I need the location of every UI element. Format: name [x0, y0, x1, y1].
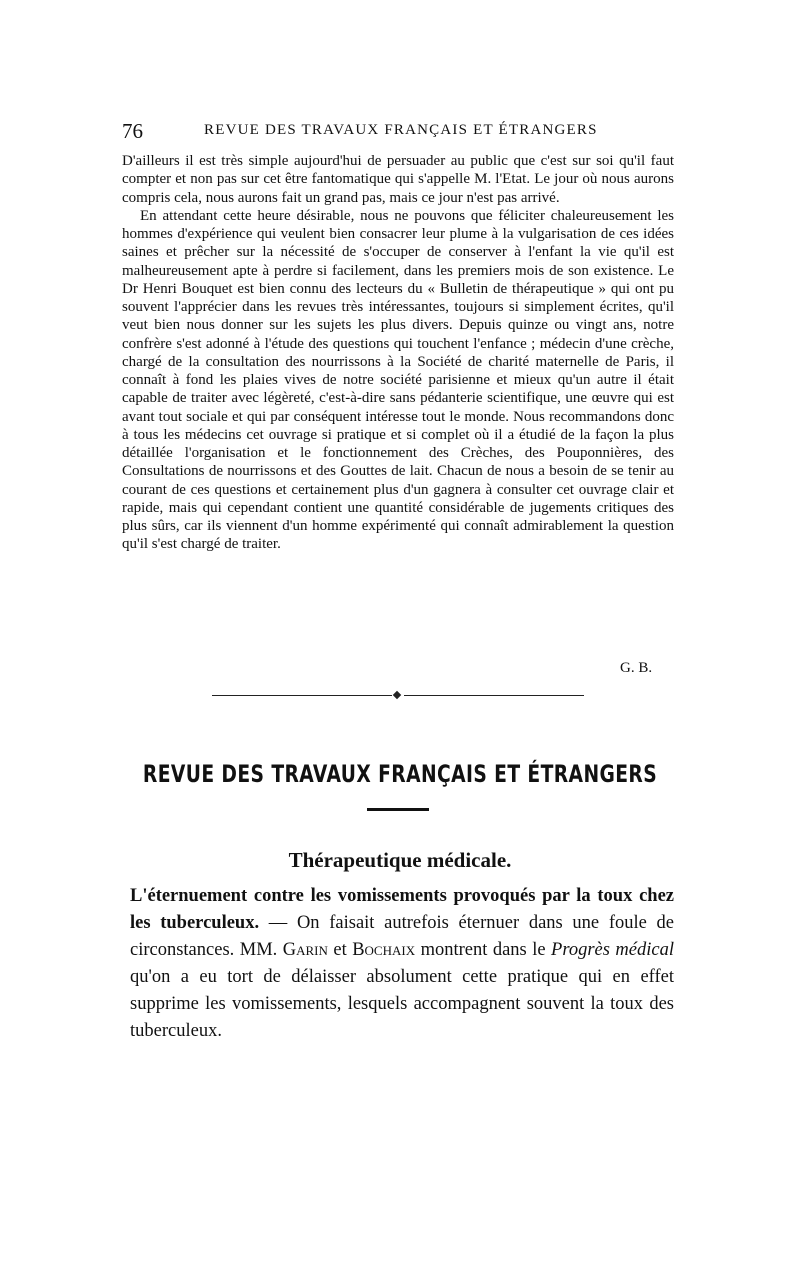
ornamental-divider [212, 692, 584, 700]
author-name: Bochaix [352, 940, 416, 960]
book-review-text [122, 152, 674, 554]
divider-line-left [212, 695, 392, 696]
running-title: REVUE DES TRAVAUX FRANÇAIS ET ÉTRANGERS [204, 122, 598, 138]
article-text: montrent dans le [415, 940, 552, 960]
subsection-heading: Thérapeutique médicale. [288, 848, 512, 872]
journal-title: Progrès médical [551, 940, 674, 960]
divider-diamond [393, 691, 401, 699]
page-number: 76 [122, 119, 143, 143]
article-text: — On faisait autrefois éternuer dans une foule de circonstances. MM. [130, 913, 674, 960]
article-paragraph [130, 883, 674, 1045]
section-title: REVUE DES TRAVAUX FRANÇAIS ET ÉTRANGERS [142, 760, 658, 788]
article-lead: L'éternuement contre les vomissements provoqués par la toux chez les tuberculeux. [130, 886, 674, 933]
review-paragraph: D'ailleurs il est très simple aujourd'hui de persuader au public que c'est sur soi qu'il faut compter et non pas sur cet être fantomatique qui s'appelle M. l'Etat. Le jour où nous aurons compris cela, nous aurons fait un grand pas, mais ce jour n'est pas arrivé. [122, 153, 674, 206]
running-header [122, 119, 678, 143]
review-paragraph: En attendant cette heure désirable, nous ne pouvons que féliciter chaleureusement les hommes d'expérience qui veulent bien consacrer leur plume à la vulgarisation de ces idées saines et prêcher sur la nécessité de s'occuper de conserver à l'enfant la vie qu'il est malheureusement apte à perdre si facilement, dans les premiers mois de son existence. Le Dr Henri Bouquet est bien connu des lecteurs du « Bulletin de thérapeutique » qui ont pu souvent l'apprécier dans les revues très intéressantes, toujours si simplement écrites, qu'il veut bien nous donner sur les sujets les plus divers. Depuis quinze ou vingt ans, notre confrère s'est adonné à l'étude des questions qui touchent l'enfance ; médecin d'une crèche, chargé de la consultation des nourrissons à la Société de charité maternelle de Paris, il connaît à fond les plaies vives de notre société parisienne et mieux qu'un autre il était capable de traiter avec légèreté, c'est-à-dire sans pédanterie scientifique, une œuvre qui est avant tout sociale et qui par conséquent intéresse tout le monde. Nous recommandons donc à tous les médecins cet ouvrage si pratique et si complet où il a étudié de la façon la plus détaillée l'organisation et le fonctionnement des Crèches, des Pouponnières, des Consultations de nourrissons et des Gouttes de lait. Chacun de nous a besoin de se tenir au courant de ces questions et certainement plus d'un gagnera à consulter cet ouvrage clair et rapide, mais qui cependant contient une quantité considérable de jugements critiques des plus sûrs, car ils viennent d'un homme expérimenté qui connaît admirablement la question qu'il s'est chargé de traiter. [122, 207, 674, 553]
author-name: Garin [282, 940, 328, 960]
article-text: qu'on a eu tort de délaisser absolument cette pratique qui en effet supprime les vomissements, lesquels accompagnent souvent la toux des tuberculeux. [130, 967, 674, 1041]
section-rule [367, 808, 429, 811]
divider-line-right [404, 695, 584, 696]
review-signature: G. B. [620, 660, 653, 676]
article-text: et [327, 940, 353, 960]
